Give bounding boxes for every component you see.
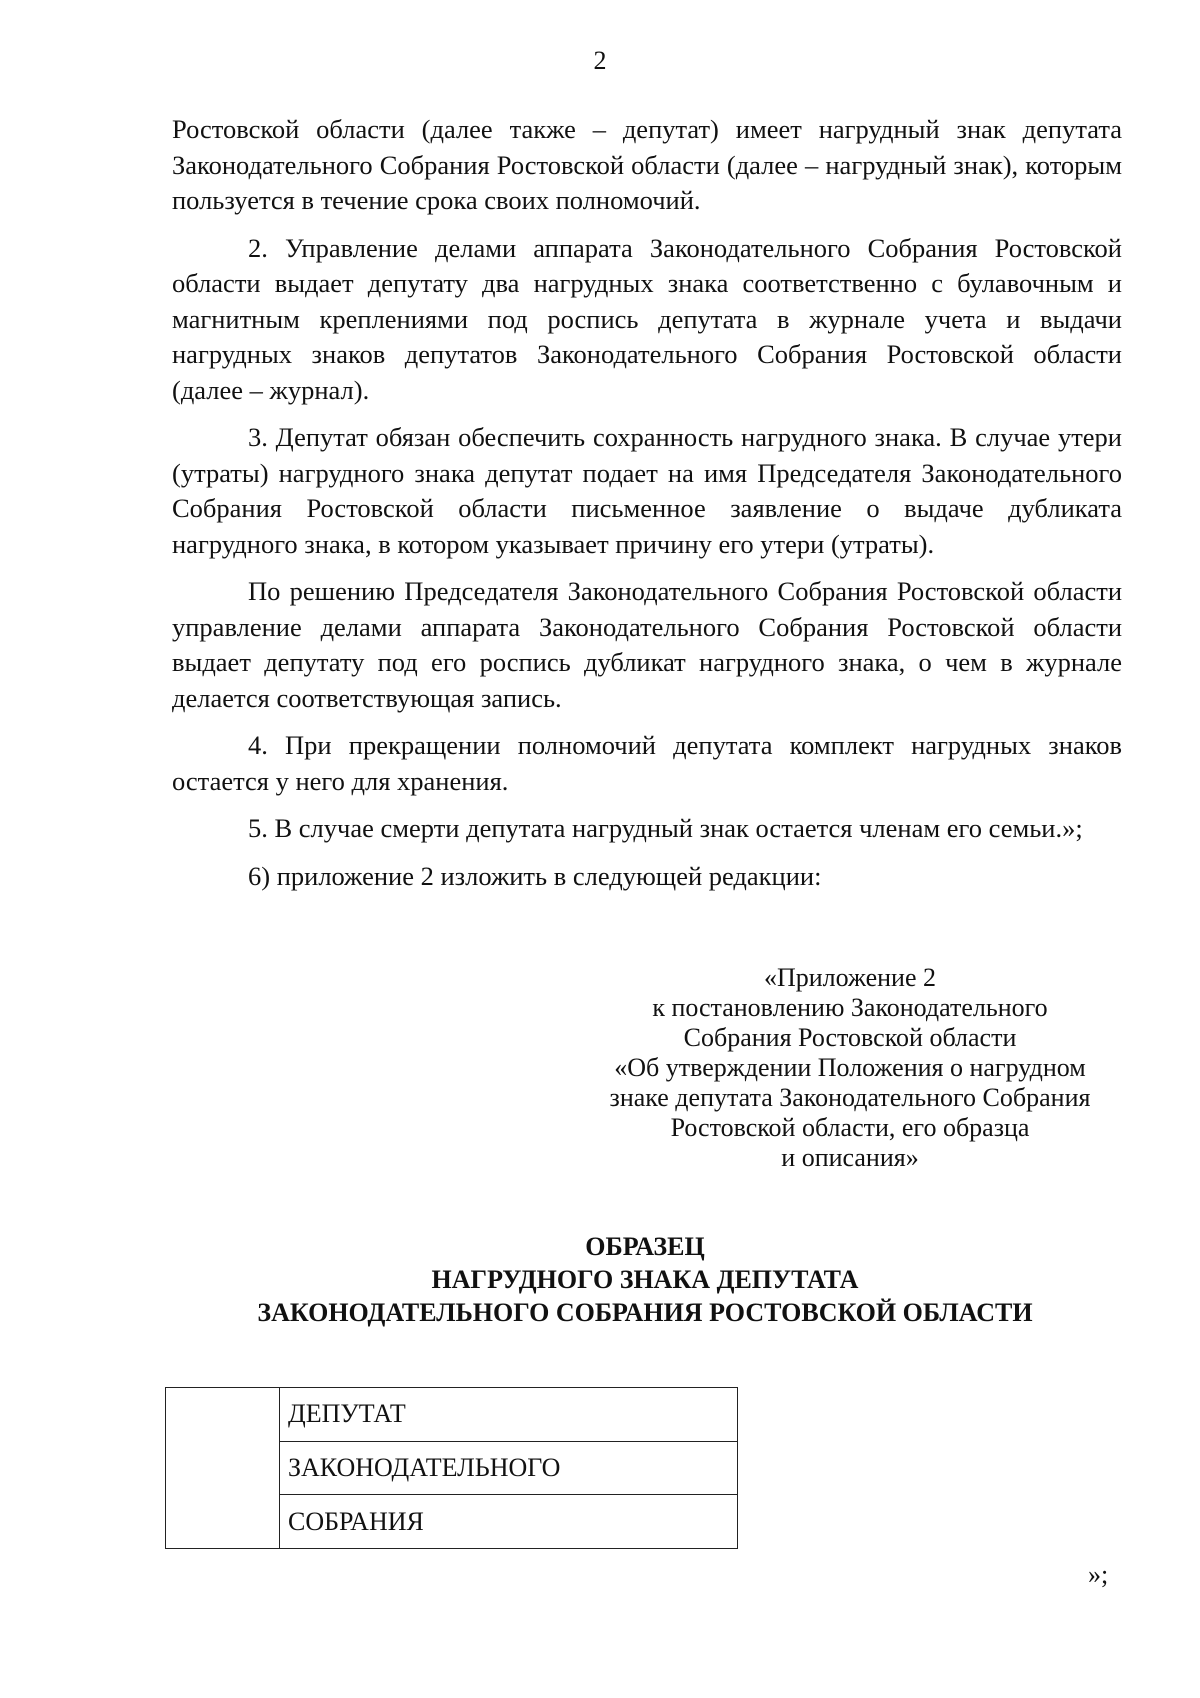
appendix-line: Ростовской области, его образца	[670, 1113, 1030, 1142]
appendix-line: к постановлению Законодательного	[652, 993, 1048, 1022]
appendix-line: и описания»	[781, 1143, 919, 1172]
heading-line: НАГРУДНОГО ЗНАКА ДЕПУТАТА	[431, 1265, 859, 1294]
badge-sample	[165, 1387, 738, 1549]
appendix-line: «Об утверждении Положения о нагрудном	[614, 1053, 1086, 1082]
badge-row: ДЕПУТАТ	[280, 1388, 737, 1442]
badge-row: ЗАКОНОДАТЕЛЬНОГО	[280, 1442, 737, 1496]
page-number: 2	[593, 46, 607, 75]
paragraph-4: По решению Председателя Законодательного Собрания Ростовской области управление делами аппарата Законодательного Собрания Ростовской области выдает депутату под его роспись дубликат нагрудного знака, о чем в журнале делается соответствующая запись.	[172, 576, 1122, 713]
badge-row: СОБРАНИЯ	[288, 1506, 424, 1536]
badge-flag-area	[166, 1388, 280, 1548]
heading-line: ЗАКОНОДАТЕЛЬНОГО СОБРАНИЯ РОСТОВСКОЙ ОБЛАСТИ	[257, 1298, 1033, 1327]
paragraph-1: Ростовской области (далее также – депутат) имеет нагрудный знак депутата Законодательного Собрания Ростовской области (далее – нагрудный знак), которым пользуется в течение срока своих полномочий.	[172, 114, 1122, 215]
paragraph-5: 4. При прекращении полномочий депутата комплект нагрудных знаков остается у него для хранения.	[172, 730, 1122, 796]
appendix-line: Собрания Ростовской области	[683, 1023, 1017, 1052]
body-text	[172, 112, 1122, 906]
paragraph-6: 5. В случае смерти депутата нагрудный знак остается членам его семьи.»;	[248, 813, 1083, 843]
appendix-line: «Приложение 2	[763, 963, 937, 992]
paragraph-3: 3. Депутат обязан обеспечить сохранность нагрудного знака. В случае утери (утраты) нагрудного знака депутат подает на имя Председателя Законодательного Собрания Ростовской области письменное заявление о выдаче дубликата нагрудного знака, в котором указывает причину его утери (утраты).	[172, 422, 1122, 559]
paragraph-2: 2. Управление делами аппарата Законодательного Собрания Ростовской области выдает депутату два нагрудных знака соответственно с булавочным и магнитным креплениями под роспись депутата в журнале учета и выдачи нагрудных знаков депутатов Законодательного Собрания Ростовской области (далее – журнал).	[172, 232, 1122, 405]
appendix-line: знаке депутата Законодательного Собрания	[609, 1083, 1091, 1112]
document-heading	[0, 1230, 1200, 1329]
badge-text-area	[280, 1388, 737, 1548]
closing-mark: »;	[1088, 1560, 1109, 1589]
paragraph-7: 6) приложение 2 изложить в следующей редакции:	[248, 860, 822, 891]
appendix-header	[570, 963, 1130, 1173]
heading-line: ОБРАЗЕЦ	[585, 1232, 705, 1261]
